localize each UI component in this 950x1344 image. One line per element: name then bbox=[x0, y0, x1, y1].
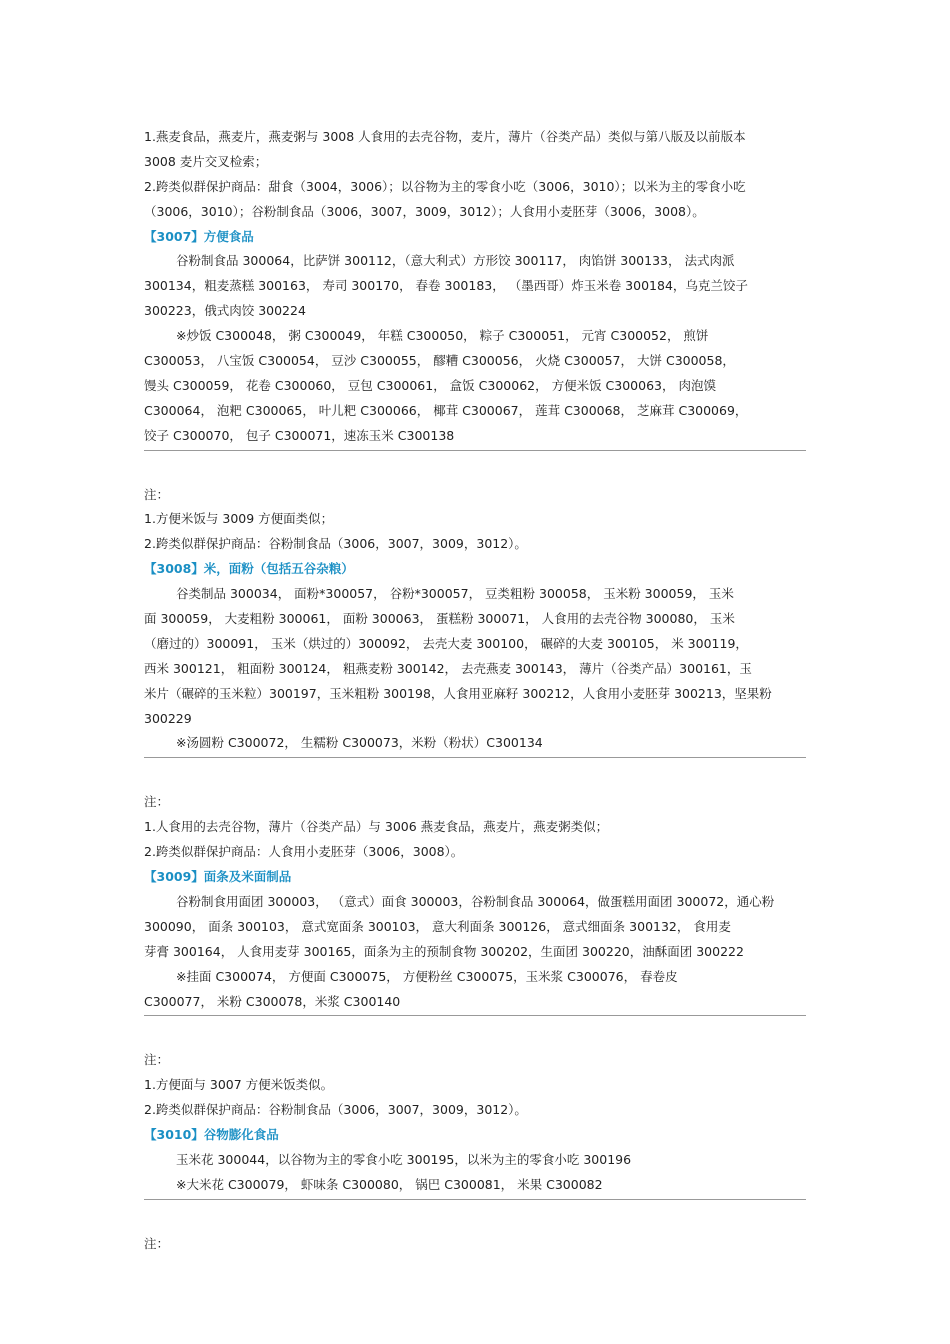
note-line: 2.跨类似群保护商品：谷粉制食品（3006，3007，3009，3012）。 bbox=[144, 1102, 527, 1118]
note-label: 注： bbox=[144, 486, 170, 502]
item-line: C300064， 泡粑 C300065， 叶儿粑 C300066， 椰茸 C300067， 莲茸 C300068， 芝麻茸 C300069， bbox=[144, 402, 748, 418]
note-label: 注： bbox=[144, 1235, 170, 1251]
item-line: 饺子 C300070， 包子 C300071，速冻玉米 C300138 bbox=[144, 427, 455, 443]
note-label: 注： bbox=[144, 794, 170, 810]
item-line: C300077， 米粉 C300078，米浆 C300140 bbox=[144, 993, 401, 1009]
note-line: 1.人食用的去壳谷物，薄片（谷类产品）与 3006 燕麦食品，燕麦片，燕麦粥类似； bbox=[144, 819, 609, 835]
paragraph-line: 3008 麦片交叉检索； bbox=[144, 153, 268, 169]
item-line: 300223，俄式肉饺 300224 bbox=[144, 303, 306, 319]
item-line: 300090， 面条 300103， 意式宽面条 300103， 意大利面条 300126， 意式细面条 300132， 食用麦 bbox=[144, 918, 731, 934]
section-divider bbox=[144, 1015, 806, 1016]
document-page bbox=[144, 125, 806, 1257]
item-line: 谷粉制食用面团 300003， （意式）面食 300003，谷粉制食品 300064，做蛋糕用面团 300072，通心粉 bbox=[176, 893, 775, 909]
paragraph-line: 2.跨类似群保护商品：甜食（3004，3006）；以谷物为主的零食小吃（3006，3010）；以米为主的零食小吃 bbox=[144, 178, 746, 194]
section-heading: 【3010】谷物膨化食品 bbox=[144, 1127, 279, 1143]
item-line: 300134，粗麦蒸糕 300163， 寿司 300170， 春卷 300183， （墨西哥）炸玉米卷 300184，乌克兰饺子 bbox=[144, 278, 748, 294]
item-line: ※炒饭 C300048， 粥 C300049， 年糕 C300050， 粽子 C300051， 元宵 C300052， 煎饼 bbox=[176, 328, 709, 344]
item-line: C300053， 八宝饭 C300054， 豆沙 C300055， 醪糟 C300056， 火烧 C300057， 大饼 C300058， bbox=[144, 353, 735, 369]
item-line: 米片（碾碎的玉米粒）300197，玉米粗粉 300198，人食用亚麻籽 300212，人食用小麦胚芽 300213，坚果粉 bbox=[144, 685, 772, 701]
item-line: 300229 bbox=[144, 710, 192, 726]
item-line: ※挂面 C300074， 方便面 C300075， 方便粉丝 C300075，玉米浆 C300076， 春卷皮 bbox=[176, 968, 678, 984]
note-line: 2.跨类似群保护商品：人食用小麦胚芽（3006，3008）。 bbox=[144, 844, 464, 860]
item-line: 面 300059， 大麦粗粉 300061， 面粉 300063， 蛋糕粉 300071， 人食用的去壳谷物 300080， 玉米 bbox=[144, 611, 735, 627]
note-line: 1.方便米饭与 3009 方便面类似； bbox=[144, 511, 334, 527]
item-line: 玉米花 300044，以谷物为主的零食小吃 300195，以米为主的零食小吃 300196 bbox=[176, 1151, 632, 1167]
section-divider bbox=[144, 757, 806, 758]
item-line: 馒头 C300059， 花卷 C300060， 豆包 C300061， 盒饭 C300062， 方便米饭 C300063， 肉泡馍 bbox=[144, 377, 716, 393]
section-heading: 【3008】米，面粉（包括五谷杂粮） bbox=[144, 561, 354, 577]
item-line: 谷粉制食品 300064，比萨饼 300112，（意大利式）方形饺 300117， 肉馅饼 300133， 法式肉派 bbox=[176, 253, 735, 269]
section-heading: 【3007】方便食品 bbox=[144, 228, 254, 244]
section-divider bbox=[144, 1199, 806, 1200]
item-line: （磨过的）300091， 玉米（烘过的）300092， 去壳大麦 300100， 碾碎的大麦 300105， 米 300119， bbox=[144, 635, 748, 651]
note-label: 注： bbox=[144, 1052, 170, 1068]
note-line: 1.方便面与 3007 方便米饭类似。 bbox=[144, 1077, 334, 1093]
section-heading: 【3009】面条及米面制品 bbox=[144, 869, 292, 885]
note-line: 2.跨类似群保护商品：谷粉制食品（3006，3007，3009，3012）。 bbox=[144, 536, 527, 552]
item-line: ※大米花 C300079， 虾味条 C300080， 锅巴 C300081， 米果 C300082 bbox=[176, 1176, 603, 1192]
item-line: 谷类制品 300034， 面粉*300057， 谷粉*300057， 豆类粗粉 300058， 玉米粉 300059， 玉米 bbox=[176, 586, 734, 602]
paragraph-line: （3006，3010）；谷粉制食品（3006，3007，3009，3012）；人食用小麦胚芽（3006，3008）。 bbox=[144, 203, 705, 219]
item-line: 芽膏 300164， 人食用麦芽 300165，面条为主的预制食物 300202，生面团 300220，油酥面团 300222 bbox=[144, 943, 744, 959]
item-line: ※汤圆粉 C300072， 生糯粉 C300073，米粉（粉状）C300134 bbox=[176, 735, 543, 751]
section-divider bbox=[144, 450, 806, 451]
paragraph-line: 1.燕麦食品，燕麦片，燕麦粥与 3008 人食用的去壳谷物，麦片，薄片（谷类产品）类似与第八版及以前版本 bbox=[144, 129, 746, 144]
item-line: 西米 300121， 粗面粉 300124， 粗燕麦粉 300142， 去壳燕麦 300143， 薄片（谷类产品）300161，玉 bbox=[144, 660, 752, 676]
